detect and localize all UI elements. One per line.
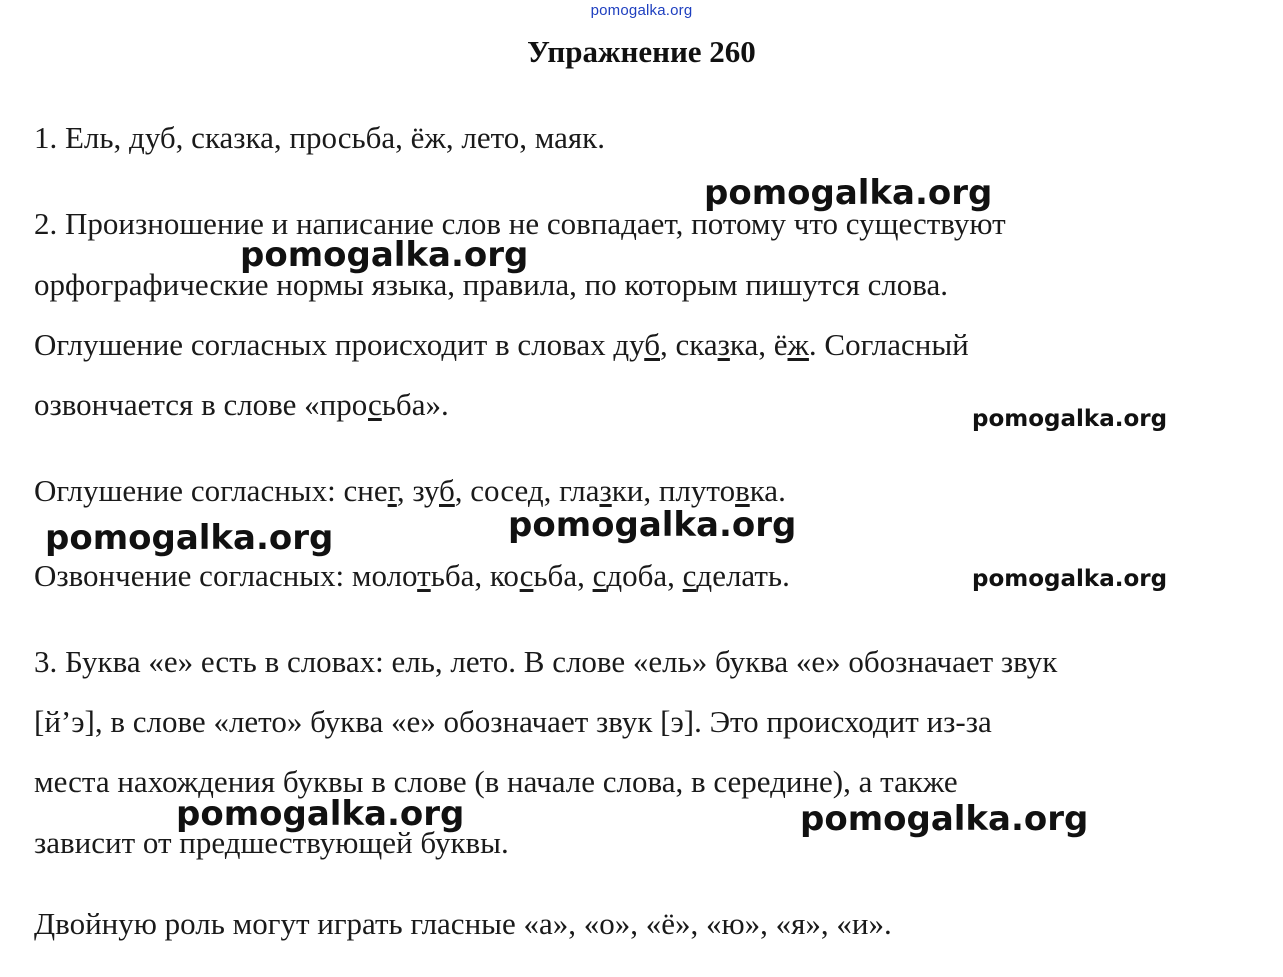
underlined-letter: з (599, 473, 612, 508)
underlined-letter: з (717, 327, 730, 362)
text-segment: ьба». (381, 387, 449, 422)
underlined-letter: с (682, 558, 697, 593)
item2-line2: орфографические нормы языка, правила, по которым пишутся слова. (34, 267, 949, 302)
text-segment: Оглушение согласных: сне (34, 473, 388, 508)
underlined-letter: с (592, 558, 607, 593)
item2-line4 (34, 387, 449, 423)
text-segment: Озвончение согласных: моло (34, 558, 418, 593)
text-segment: озвончается в слове «про (34, 387, 369, 422)
watermark: pomogalka.org (240, 235, 529, 275)
text-segment: , зу (396, 473, 439, 508)
text-segment: . Согласный (808, 327, 969, 362)
item2-line3 (34, 327, 969, 363)
underlined-letter: ж (787, 327, 809, 362)
item2-line5 (34, 473, 786, 509)
watermark: pomogalka.org (972, 566, 1168, 592)
underlined-letter: б (644, 327, 660, 362)
text-segment: ка, ё (729, 327, 788, 362)
text-segment: доба, (606, 558, 683, 593)
item2-line6 (34, 558, 790, 594)
underlined-letter: в (735, 473, 750, 508)
watermark: pomogalka.org (45, 518, 334, 558)
text-segment: ьба, ко (430, 558, 520, 593)
item1-text: 1. Ель, дуб, сказка, просьба, ёж, лето, маяк. (34, 120, 605, 155)
watermark: pomogalka.org (508, 505, 797, 545)
item3-line5: Двойную роль могут играть гласные «а», «о», «ё», «ю», «я», «и». (34, 906, 892, 941)
text-segment: делать. (696, 558, 790, 593)
text-segment: ки, плуто (611, 473, 736, 508)
item3-line3: места нахождения буквы в слове (в начале слова, в середине), а также (34, 764, 958, 799)
text-segment: , сосе (454, 473, 528, 508)
item3-line4: зависит от предшествующей буквы. (34, 825, 509, 860)
text-segment: ьба, (533, 558, 593, 593)
underlined-letter: д (527, 473, 544, 508)
text-segment: ка. (749, 473, 786, 508)
underlined-letter: с (519, 558, 534, 593)
page-title: Упражнение 260 (527, 34, 756, 69)
watermark: pomogalka.org (176, 794, 465, 834)
text-segment: , гла (543, 473, 600, 508)
item3-line2: [й’э], в слове «лето» буква «е» обозначает звук [э]. Это происходит из-за (34, 704, 992, 739)
underlined-letter: г (387, 473, 397, 508)
watermark: pomogalka.org (972, 406, 1168, 432)
watermark: pomogalka.org (800, 799, 1089, 839)
watermark: pomogalka.org (704, 173, 993, 213)
item3-line1: 3. Буква «е» есть в словах: ель, лето. В слове «ель» буква «е» обозначает звук (34, 644, 1058, 679)
underlined-letter: с (368, 387, 382, 422)
underlined-letter: т (417, 558, 431, 593)
item2-line1: 2. Произношение и написание слов не совпадает, потому что существуют (34, 206, 1006, 241)
source-watermark: pomogalka.org (590, 2, 693, 19)
text-segment: Оглушение согласных происходит в словах ду (34, 327, 645, 362)
underlined-letter: б (439, 473, 455, 508)
text-segment: , ска (660, 327, 718, 362)
